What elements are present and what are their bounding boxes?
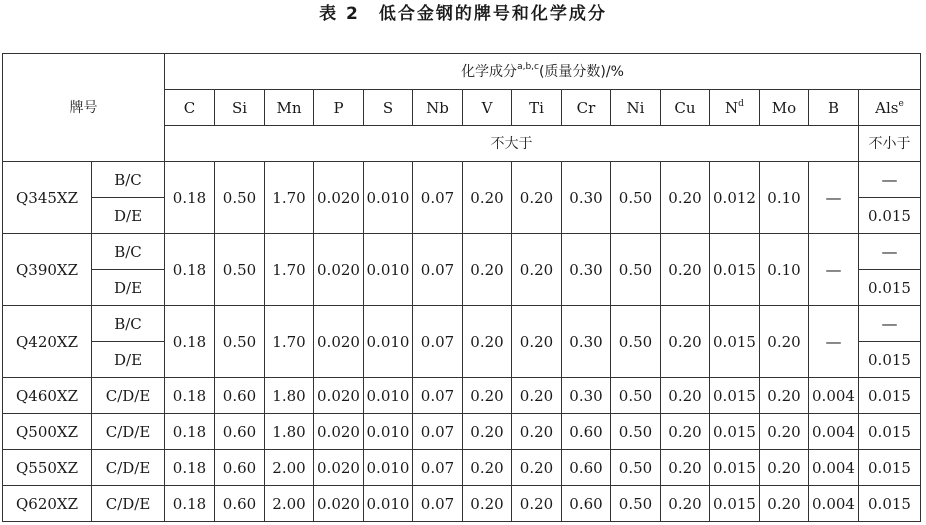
value-cell: 0.20 (661, 414, 710, 450)
value-cell: 0.20 (512, 306, 562, 378)
value-cell: 0.015 (710, 486, 760, 522)
table-row (3, 162, 921, 198)
value-cell: 0.18 (165, 486, 215, 522)
value-cell: 0.20 (463, 162, 512, 234)
value-cell: 0.07 (413, 414, 463, 450)
column-header-ti (512, 90, 562, 126)
value-cell: 0.60 (215, 414, 265, 450)
value-cell: 0.60 (215, 486, 265, 522)
value-cell: 0.20 (760, 306, 809, 378)
value-cell: 0.20 (661, 234, 710, 306)
quality-cell: C/D/E (92, 450, 165, 486)
quality-cell: D/E (92, 198, 165, 234)
column-header-s (364, 90, 413, 126)
als-cell: — (859, 162, 921, 198)
column-footnote-mark: e (898, 98, 904, 109)
value-cell: 0.07 (413, 450, 463, 486)
table-row (3, 414, 921, 450)
value-cell: 0.50 (611, 414, 661, 450)
grade-cell: Q460XZ (3, 378, 92, 414)
value-cell: 0.30 (562, 234, 611, 306)
value-cell: 0.20 (661, 486, 710, 522)
column-header-cu (661, 90, 710, 126)
value-cell: 0.30 (562, 306, 611, 378)
als-cell: — (859, 306, 921, 342)
value-cell: 0.18 (165, 306, 215, 378)
column-header-c (165, 90, 215, 126)
value-cell: 0.004 (809, 450, 859, 486)
value-cell: 0.10 (760, 162, 809, 234)
als-cell: 0.015 (859, 342, 921, 378)
value-cell: 0.07 (413, 234, 463, 306)
composition-unit: (质量分数)/% (538, 63, 624, 80)
value-cell: 2.00 (265, 486, 314, 522)
quality-cell: B/C (92, 162, 165, 198)
value-cell: 0.020 (314, 414, 364, 450)
grade-cell: Q390XZ (3, 234, 92, 306)
column-label: B (827, 98, 840, 117)
value-cell: 0.010 (364, 486, 413, 522)
value-cell: 0.60 (215, 378, 265, 414)
value-cell: 0.015 (859, 450, 921, 486)
column-header-si (215, 90, 265, 126)
value-cell: 0.20 (512, 234, 562, 306)
column-header-mo (760, 90, 809, 126)
value-cell: 2.00 (265, 450, 314, 486)
value-cell: 1.80 (265, 378, 314, 414)
value-cell: 0.30 (562, 378, 611, 414)
value-cell: 0.20 (661, 162, 710, 234)
grade-cell: Q500XZ (3, 414, 92, 450)
composition-header (165, 54, 921, 90)
table-row (3, 450, 921, 486)
als-cell: 0.015 (859, 198, 921, 234)
value-cell: 0.07 (413, 162, 463, 234)
column-header-v (463, 90, 512, 126)
column-label: Ti (529, 98, 544, 117)
column-label: Ni (626, 98, 645, 117)
value-cell: 0.30 (562, 162, 611, 234)
value-cell: 0.015 (710, 414, 760, 450)
column-label: P (333, 98, 344, 117)
column-label: Cu (674, 98, 696, 117)
value-cell: 0.020 (314, 234, 364, 306)
value-cell: 0.20 (661, 378, 710, 414)
value-cell: 0.18 (165, 414, 215, 450)
table-row (3, 486, 921, 522)
column-label: Nb (426, 98, 449, 117)
column-label: Cr (576, 98, 596, 117)
column-label: Als (875, 98, 899, 117)
value-cell: 0.015 (859, 486, 921, 522)
quality-cell: D/E (92, 270, 165, 306)
value-cell: 0.50 (611, 306, 661, 378)
value-cell: 0.015 (710, 378, 760, 414)
value-cell: 0.015 (710, 450, 760, 486)
value-cell: 0.20 (760, 378, 809, 414)
table-body (3, 54, 921, 522)
value-cell: 0.50 (611, 450, 661, 486)
value-cell: 0.50 (215, 162, 265, 234)
column-footnote-mark: d (738, 98, 744, 109)
value-cell: 0.18 (165, 162, 215, 234)
header-row-composition (3, 54, 921, 90)
grade-cell: Q550XZ (3, 450, 92, 486)
column-label: Mo (771, 98, 797, 117)
value-cell: 0.20 (760, 486, 809, 522)
column-header-p (314, 90, 364, 126)
value-cell: 0.50 (611, 378, 661, 414)
value-cell: — (809, 162, 859, 234)
value-cell: 0.10 (760, 234, 809, 306)
column-header-mn (265, 90, 314, 126)
value-cell: 0.20 (463, 450, 512, 486)
value-cell: 0.07 (413, 486, 463, 522)
grade-header: 牌号 (3, 54, 165, 162)
als-cell: 0.015 (859, 270, 921, 306)
value-cell: 0.020 (314, 306, 364, 378)
value-cell: — (809, 306, 859, 378)
value-cell: 0.020 (314, 162, 364, 234)
value-cell: 0.50 (215, 234, 265, 306)
value-cell: 0.010 (364, 378, 413, 414)
value-cell: 1.70 (265, 306, 314, 378)
not-greater-label: 不大于 (165, 126, 859, 162)
value-cell: 0.20 (512, 162, 562, 234)
column-label: Mn (276, 98, 302, 117)
value-cell: 0.20 (463, 306, 512, 378)
not-less-label: 不小于 (859, 126, 921, 162)
value-cell: 0.004 (809, 378, 859, 414)
value-cell: 0.07 (413, 306, 463, 378)
value-cell: 0.010 (364, 234, 413, 306)
column-label: C (183, 98, 196, 117)
value-cell: 0.20 (760, 414, 809, 450)
column-header-cr (562, 90, 611, 126)
value-cell: 0.20 (512, 378, 562, 414)
quality-cell: B/C (92, 234, 165, 270)
value-cell: 0.50 (611, 234, 661, 306)
value-cell: 1.70 (265, 234, 314, 306)
value-cell: 0.20 (661, 306, 710, 378)
column-header-n (710, 90, 760, 126)
value-cell: 0.20 (463, 378, 512, 414)
value-cell: 0.010 (364, 306, 413, 378)
column-label: V (481, 98, 493, 117)
value-cell: 0.60 (562, 414, 611, 450)
grade-cell: Q345XZ (3, 162, 92, 234)
value-cell: 0.50 (215, 306, 265, 378)
column-header-ni (611, 90, 661, 126)
quality-cell: D/E (92, 342, 165, 378)
value-cell: 0.015 (710, 306, 760, 378)
quality-cell: C/D/E (92, 378, 165, 414)
value-cell: 0.50 (611, 486, 661, 522)
value-cell: 0.010 (364, 414, 413, 450)
value-cell: 0.012 (710, 162, 760, 234)
column-header-als (859, 90, 921, 126)
quality-cell: B/C (92, 306, 165, 342)
composition-label: 化学成分 (461, 63, 518, 80)
value-cell: 0.020 (314, 450, 364, 486)
table-row (3, 378, 921, 414)
als-cell: — (859, 234, 921, 270)
value-cell: 0.015 (859, 378, 921, 414)
value-cell: 0.20 (661, 450, 710, 486)
quality-cell: C/D/E (92, 486, 165, 522)
value-cell: 0.60 (215, 450, 265, 486)
value-cell: 0.020 (314, 486, 364, 522)
column-label: Si (231, 98, 248, 117)
value-cell: 0.20 (463, 486, 512, 522)
value-cell: 0.004 (809, 414, 859, 450)
composition-table (2, 53, 921, 522)
value-cell: 0.20 (512, 414, 562, 450)
value-cell: — (809, 234, 859, 306)
value-cell: 0.20 (512, 486, 562, 522)
value-cell: 1.80 (265, 414, 314, 450)
column-label: N (725, 98, 739, 117)
column-header-b (809, 90, 859, 126)
value-cell: 0.60 (562, 450, 611, 486)
value-cell: 0.18 (165, 234, 215, 306)
table-row (3, 306, 921, 342)
value-cell: 0.010 (364, 162, 413, 234)
column-header-nb (413, 90, 463, 126)
column-label: S (382, 98, 394, 117)
table-caption: 表 2 低合金钢的牌号和化学成分 (319, 4, 607, 24)
value-cell: 0.015 (710, 234, 760, 306)
value-cell: 0.20 (463, 414, 512, 450)
value-cell: 0.015 (859, 414, 921, 450)
value-cell: 0.07 (413, 378, 463, 414)
value-cell: 0.010 (364, 450, 413, 486)
grade-cell: Q620XZ (3, 486, 92, 522)
value-cell: 0.60 (562, 486, 611, 522)
value-cell: 0.020 (314, 378, 364, 414)
value-cell: 0.18 (165, 450, 215, 486)
value-cell: 1.70 (265, 162, 314, 234)
value-cell: 0.20 (463, 234, 512, 306)
value-cell: 0.004 (809, 486, 859, 522)
quality-cell: C/D/E (92, 414, 165, 450)
table-row (3, 234, 921, 270)
composition-footnote-marks: a,b,c (517, 61, 539, 72)
value-cell: 0.20 (760, 450, 809, 486)
grade-cell: Q420XZ (3, 306, 92, 378)
value-cell: 0.18 (165, 378, 215, 414)
value-cell: 0.20 (512, 450, 562, 486)
value-cell: 0.50 (611, 162, 661, 234)
